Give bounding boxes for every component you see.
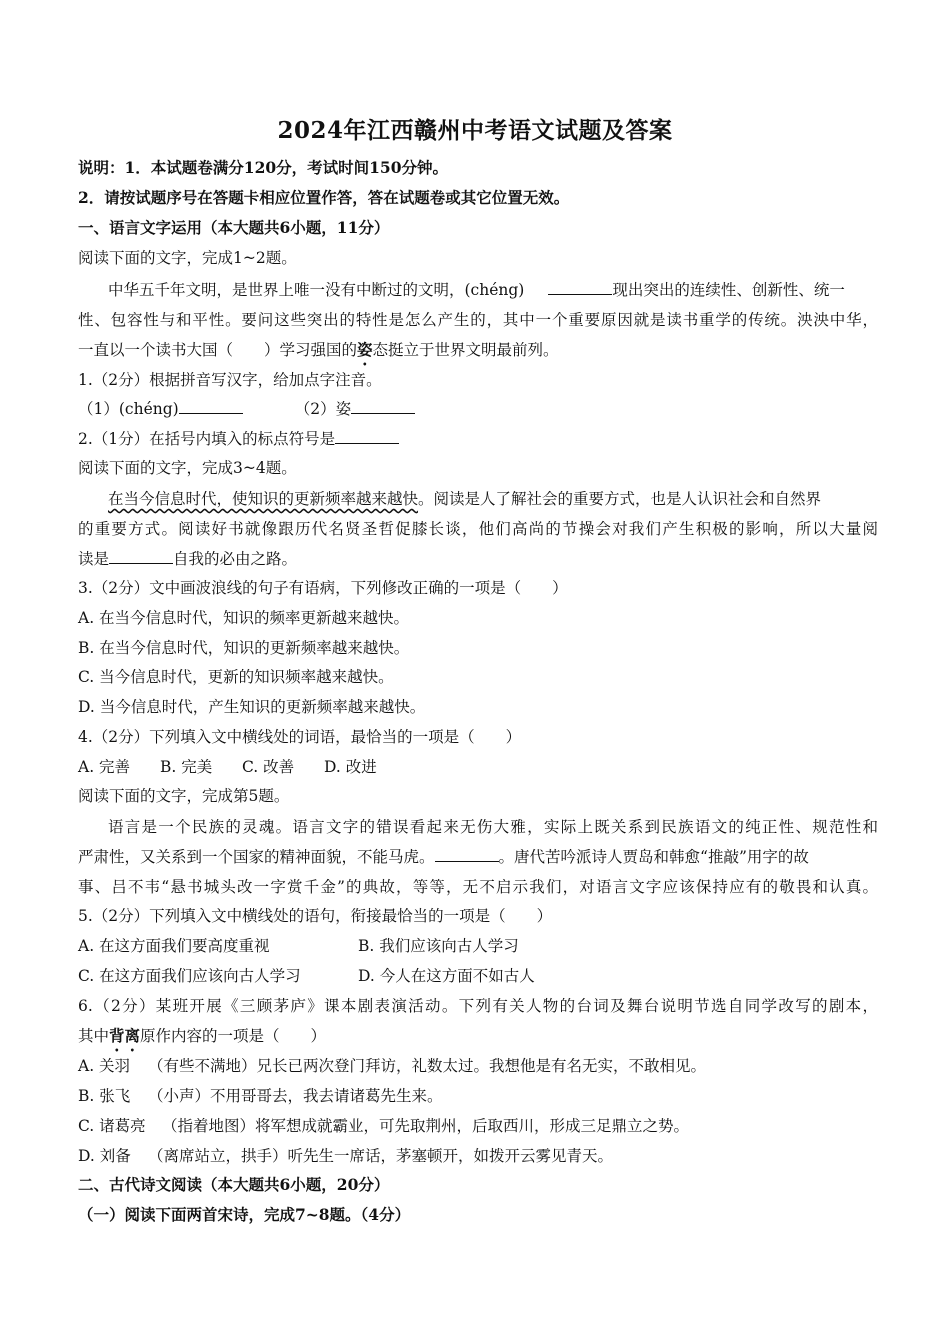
passage2-line2: 的重要方式。阅读好书就像跟历代名贤圣哲促膝长谈，他们高尚的节操会对我们产生积极的影响，所以大量阅 xyxy=(78,520,878,538)
answer-blank xyxy=(548,280,612,295)
passage1-line3 xyxy=(78,340,878,369)
question-3: 3.（2分）文中画波浪线的句子有语病，下列修改正确的一项是（ ） xyxy=(78,579,568,597)
exam-title: 2024年江西赣州中考语文试题及答案 xyxy=(277,117,673,144)
question-1a: （1）(chéng) xyxy=(78,400,179,418)
passage3-text: 。唐代苦吟派诗人贾岛和韩愈“推敲”用字的故 xyxy=(498,848,809,866)
passage2-text: 自我的必由之路。 xyxy=(173,550,298,568)
question-3-option-c: C. 当今信息时代，更新的知识频率越来越快。 xyxy=(78,668,394,686)
question-5-options-cd xyxy=(78,966,878,986)
dotted-char: 姿 xyxy=(357,340,373,359)
passage3-text: 严肃性，又关系到一个国家的精神面貌，不能马虎。 xyxy=(78,848,435,866)
question-1: 1.（2分）根据拼音写汉字，给加点字注音。 xyxy=(78,371,382,389)
passage1-text: 中华五千年文明，是世界上唯一没有中断过的文明，(chéng) xyxy=(108,281,525,299)
question-4: 4.（2分）下列填入文中横线处的词语，最恰当的一项是（ ） xyxy=(78,728,522,746)
question-6-option-b xyxy=(78,1086,878,1106)
question-5-option-d: D. 今人在这方面不如古人 xyxy=(358,967,535,985)
question-4-option-d: D. 改进 xyxy=(324,758,377,776)
option-text: （小声）不用哥哥去，我去请诸葛先生来。 xyxy=(148,1087,443,1105)
question-6-option-c xyxy=(78,1116,878,1136)
question-5-option-c: C. 在这方面我们应该向古人学习 xyxy=(78,967,301,985)
question-6-line2 xyxy=(78,1026,878,1055)
question-4-option-a: A. 完善 xyxy=(78,758,131,776)
passage2-text: 读是 xyxy=(78,550,110,568)
question-5-option-a: A. 在这方面我们要高度重视 xyxy=(78,937,270,955)
passage1-line2: 性、包容性与和平性。要问这些突出的特性是怎么产生的，其中一个重要原因就是读书重学的传统。泱泱中华， xyxy=(78,311,878,329)
question-6-text: 原作内容的一项是（ ） xyxy=(140,1027,327,1045)
passage1-text: 态挺立于世界文明最前列。 xyxy=(372,341,559,359)
question-6-line1: 6.（2分）某班开展《三顾茅庐》课本剧表演活动。下列有关人物的台词及舞台说明节选自同学改写的剧本， xyxy=(78,997,878,1015)
question-4-options xyxy=(78,757,878,777)
option-role: A. 关羽 xyxy=(78,1057,131,1075)
wavy-underlined-sentence: 在当今信息时代，使知识的更新频率越来越快 xyxy=(108,490,419,508)
passage3-line3: 事、吕不韦“悬书城头改一字赏千金”的典故，等等，无不启示我们，对语言文字应该保持应有的敬畏和认真。 xyxy=(78,878,878,896)
answer-blank xyxy=(351,399,415,414)
reading-prompt-3: 阅读下面的文字，完成第5题。 xyxy=(78,787,290,805)
passage1-text: 现出突出的连续性、创新性、统一 xyxy=(612,281,845,299)
passage2-line3 xyxy=(78,549,878,569)
question-4-option-c: C. 改善 xyxy=(242,758,295,776)
question-3-option-a: A. 在当今信息时代，知识的频率更新越来越快。 xyxy=(78,609,410,627)
question-6-text: 其中 xyxy=(78,1027,110,1045)
section2-subheading: （一）阅读下面两首宋诗，完成7~8题。（4分） xyxy=(78,1205,411,1224)
answer-blank xyxy=(335,429,399,444)
question-4-option-b: B. 完美 xyxy=(160,758,213,776)
option-text: （有些不满地）兄长已两次登门拜访，礼数太过。我想他是有名无实，不敢相见。 xyxy=(148,1057,707,1075)
passage2-line1 xyxy=(108,489,878,509)
question-1b: （2）姿 xyxy=(294,400,352,418)
answer-blank xyxy=(179,399,243,414)
question-6-option-a xyxy=(78,1056,878,1076)
question-2-text: 2.（1分）在括号内填入的标点符号是 xyxy=(78,430,336,448)
answer-blank xyxy=(435,847,499,862)
exam-note-2: 2．请按试题序号在答题卡相应位置作答，答在试题卷或其它位置无效。 xyxy=(78,188,570,207)
question-6-option-d xyxy=(78,1146,878,1166)
question-1-parts xyxy=(78,399,878,419)
passage1-text: 一直以一个读书大国（ ）学习强国的 xyxy=(78,341,358,359)
question-3-option-b: B. 在当今信息时代，知识的更新频率越来越快。 xyxy=(78,639,410,657)
option-role: C. 诸葛亮 xyxy=(78,1117,146,1135)
option-role: D. 刘备 xyxy=(78,1147,131,1165)
question-5-option-b: B. 我们应该向古人学习 xyxy=(358,937,519,955)
section2-heading: 二、古代诗文阅读（本大题共6小题，20分） xyxy=(78,1175,390,1194)
question-3-option-d: D. 当今信息时代，产生知识的更新频率越来越快。 xyxy=(78,698,426,716)
dotted-word: 背离 xyxy=(109,1026,141,1045)
reading-prompt-1: 阅读下面的文字，完成1~2题。 xyxy=(78,249,297,267)
option-text: （离席站立，拱手）听先生一席话，茅塞顿开，如拨开云雾见青天。 xyxy=(148,1147,614,1165)
passage2-text: 。阅读是人了解社会的重要方式，也是人认识社会和自然界 xyxy=(418,490,822,508)
exam-note-1: 说明：1．本试题卷满分120分，考试时间150分钟。 xyxy=(78,158,448,177)
passage1-line1 xyxy=(108,280,878,300)
option-text: （指着地图）将军想成就霸业，可先取荆州，后取西川，形成三足鼎立之势。 xyxy=(162,1117,690,1135)
option-role: B. 张飞 xyxy=(78,1087,131,1105)
reading-prompt-2: 阅读下面的文字，完成3~4题。 xyxy=(78,459,297,477)
question-5-options-ab xyxy=(78,936,878,956)
answer-blank xyxy=(109,549,173,564)
question-5: 5.（2分）下列填入文中横线处的语句，衔接最恰当的一项是（ ） xyxy=(78,907,553,925)
question-2 xyxy=(78,429,878,449)
passage3-line1: 语言是一个民族的灵魂。语言文字的错误看起来无伤大雅，实际上既关系到民族语文的纯正性、规范性和 xyxy=(108,818,878,836)
section1-heading: 一、语言文字运用（本大题共6小题，11分） xyxy=(78,218,390,237)
passage3-line2 xyxy=(78,847,878,867)
